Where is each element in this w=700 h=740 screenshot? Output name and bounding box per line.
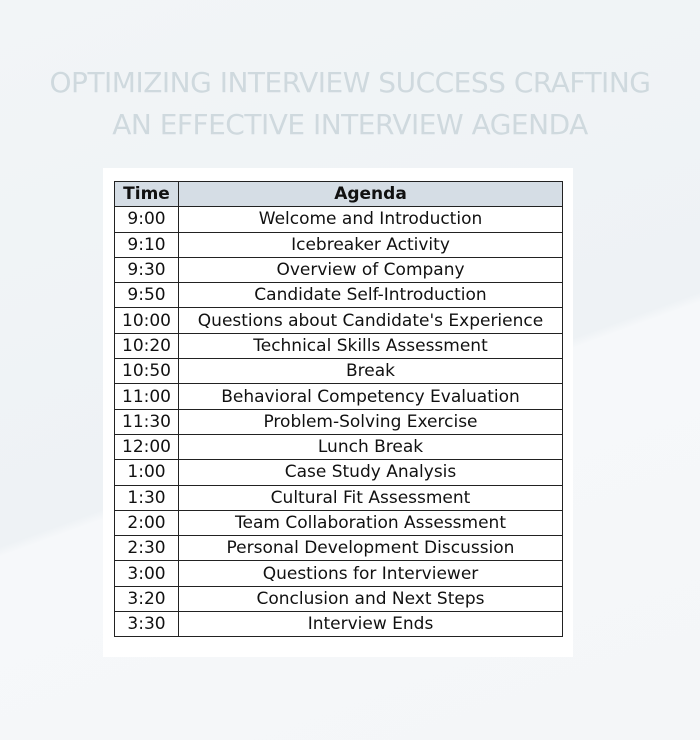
table-row	[115, 384, 563, 409]
agenda-cell: Cultural Fit Assessment	[179, 485, 563, 510]
table-row	[115, 612, 563, 637]
page-title	[0, 62, 700, 146]
title-line-2: AN EFFECTIVE INTERVIEW AGENDA	[112, 108, 588, 141]
table-header	[115, 182, 563, 207]
time-cell: 9:00	[115, 207, 179, 232]
agenda-cell: Questions about Candidate's Experience	[179, 308, 563, 333]
time-cell: 1:30	[115, 485, 179, 510]
table-row	[115, 207, 563, 232]
time-cell: 3:30	[115, 612, 179, 637]
agenda-cell: Questions for Interviewer	[179, 561, 563, 586]
time-cell: 10:20	[115, 333, 179, 358]
time-cell: 10:00	[115, 308, 179, 333]
agenda-cell: Conclusion and Next Steps	[179, 586, 563, 611]
agenda-cell: Behavioral Competency Evaluation	[179, 384, 563, 409]
time-cell: 9:10	[115, 232, 179, 257]
agenda-cell: Lunch Break	[179, 434, 563, 459]
table-row	[115, 485, 563, 510]
table-row	[115, 409, 563, 434]
time-cell: 3:00	[115, 561, 179, 586]
time-cell: 2:30	[115, 536, 179, 561]
table-row	[115, 232, 563, 257]
agenda-cell: Technical Skills Assessment	[179, 333, 563, 358]
agenda-cell: Icebreaker Activity	[179, 232, 563, 257]
table-row	[115, 460, 563, 485]
agenda-cell: Break	[179, 359, 563, 384]
agenda-cell: Team Collaboration Assessment	[179, 510, 563, 535]
agenda-table	[114, 181, 563, 637]
agenda-cell: Case Study Analysis	[179, 460, 563, 485]
table-row	[115, 283, 563, 308]
time-cell: 3:20	[115, 586, 179, 611]
table-row	[115, 359, 563, 384]
agenda-cell: Problem-Solving Exercise	[179, 409, 563, 434]
agenda-cell: Interview Ends	[179, 612, 563, 637]
table-row	[115, 510, 563, 535]
time-cell: 10:50	[115, 359, 179, 384]
time-cell: 11:00	[115, 384, 179, 409]
time-cell: 9:30	[115, 257, 179, 282]
time-cell: 9:50	[115, 283, 179, 308]
agenda-cell: Welcome and Introduction	[179, 207, 563, 232]
table-row	[115, 561, 563, 586]
agenda-cell: Candidate Self-Introduction	[179, 283, 563, 308]
time-cell: 2:00	[115, 510, 179, 535]
time-cell: 11:30	[115, 409, 179, 434]
time-cell: 1:00	[115, 460, 179, 485]
table-row	[115, 333, 563, 358]
header-time: Time	[115, 182, 179, 207]
table-row	[115, 536, 563, 561]
table-row	[115, 586, 563, 611]
header-agenda: Agenda	[179, 182, 563, 207]
title-line-1: OPTIMIZING INTERVIEW SUCCESS CRAFTING	[49, 66, 651, 99]
table-row	[115, 308, 563, 333]
time-cell: 12:00	[115, 434, 179, 459]
agenda-cell: Personal Development Discussion	[179, 536, 563, 561]
table-row	[115, 257, 563, 282]
table-row	[115, 434, 563, 459]
agenda-cell: Overview of Company	[179, 257, 563, 282]
